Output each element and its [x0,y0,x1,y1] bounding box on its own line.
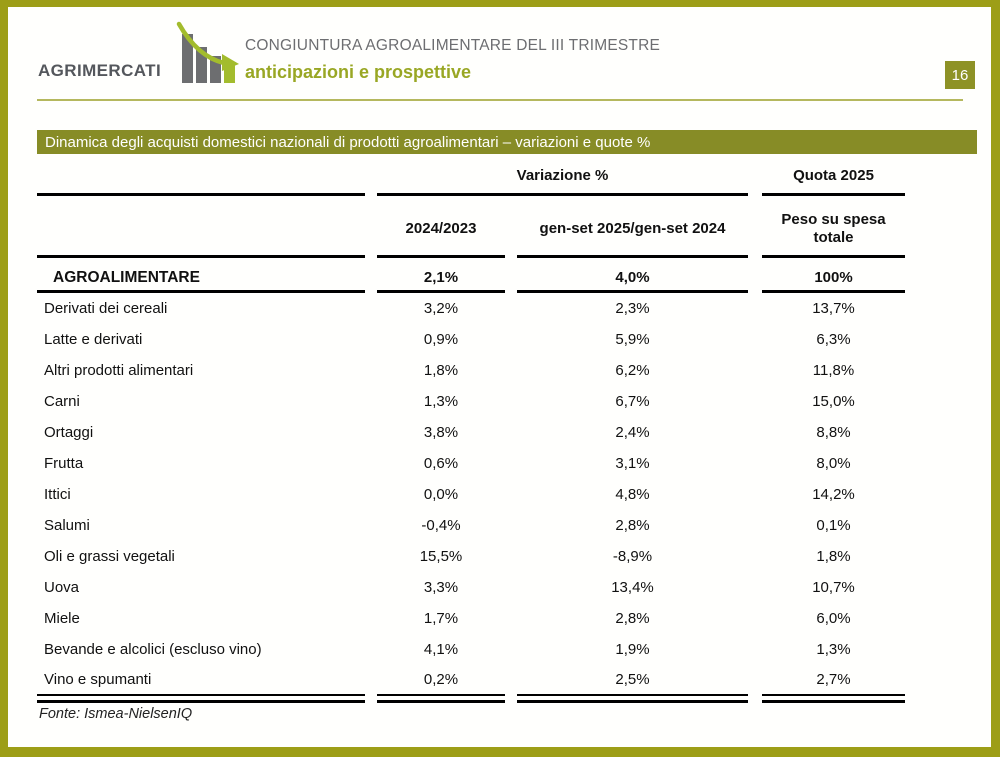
row-value-gen-set: 5,9% [615,330,650,348]
row-value-gen-set: -8,9% [612,547,653,565]
row-label: Latte e derivati [44,330,143,348]
table-bottom-rule [37,700,365,703]
row-label: Vino e spumanti [37,665,365,696]
document-subtitle: anticipazioni e prospettive [245,62,472,82]
row-value-quota: 10,7% [812,578,855,596]
row-label: Ortaggi [44,423,94,441]
row-value-2024-2023: 0,6% [423,454,459,472]
row-value-gen-set: 6,7% [615,392,650,410]
brand-wordmark: AGRIMERCATI [38,61,162,80]
table-bottom-rule [762,700,905,703]
row-value-2024-2023: 4,1% [423,640,459,658]
row-value-quota: 0,1% [816,516,851,534]
row-value-2024-2023: 0,2% [377,665,505,696]
row-value-quota: 8,8% [816,423,851,441]
row-value-gen-set: 2,5% [517,665,748,696]
row-value-gen-set: 4,8% [615,485,650,503]
row-value-quota: 6,3% [816,330,851,348]
row-label: Uova [44,578,80,596]
row-value-gen-set: 6,2% [615,361,650,379]
total-row-value-quota: 100% [762,258,905,293]
row-value-2024-2023: 1,3% [423,392,459,410]
row-value-quota: 8,0% [816,454,851,472]
row-value-quota: 15,0% [812,392,855,410]
row-value-quota: 6,0% [816,609,851,627]
row-value-2024-2023: 15,5% [419,547,463,565]
col-header-gen-set: gen-set 2025/gen-set 2024 [517,196,748,258]
source-note: Fonte: Ismea-NielsenIQ [39,706,193,722]
row-value-gen-set: 2,8% [615,516,650,534]
row-value-2024-2023: 3,8% [423,423,459,441]
page-number-badge: 16 [945,61,975,89]
row-value-quota: 2,7% [762,665,905,696]
row-value-quota: 1,8% [816,547,851,565]
row-label: Altri prodotti alimentari [44,361,194,379]
row-value-quota: 13,7% [812,299,855,317]
row-label: Frutta [44,454,84,472]
table-bottom-rule [377,700,505,703]
row-value-2024-2023: 0,0% [423,485,459,503]
row-value-gen-set: 2,3% [615,299,650,317]
row-label: Ittici [44,485,71,503]
row-value-2024-2023: 3,2% [423,299,459,317]
row-label: Carni [44,392,80,410]
document-title: CONGIUNTURA AGROALIMENTARE DEL III TRIMESTRE [245,37,661,54]
row-value-2024-2023: -0,4% [421,516,461,534]
row-value-2024-2023: 0,9% [423,330,459,348]
row-value-2024-2023: 1,7% [423,609,459,627]
total-row-value-gen-set: 4,0% [517,258,748,293]
table-bottom-rule [517,700,748,703]
row-value-quota: 14,2% [812,485,855,503]
row-label: Oli e grassi vegetali [44,547,175,565]
row-value-gen-set: 2,8% [615,609,650,627]
group-header-quota: Quota 2025 [762,154,905,196]
section-title-bar: Dinamica degli acquisti domestici nazionali di prodotti agroalimentari – variazioni e quote % [37,130,977,154]
row-label: Salumi [44,516,90,534]
row-value-gen-set: 1,9% [615,640,650,658]
row-label: Derivati dei cereali [44,299,168,317]
row-value-gen-set: 13,4% [611,578,654,596]
row-value-2024-2023: 3,3% [423,578,459,596]
header-divider [37,99,963,101]
downward-trend-arrow-icon [172,17,248,85]
group-header-spacer [37,154,365,196]
total-row-label: AGROALIMENTARE [37,258,365,293]
descending-bar-chart-icon [172,17,248,85]
row-label: Miele [44,609,80,627]
group-header-variazione: Variazione % [377,154,748,196]
col-header-peso-spesa: Peso su spesa totale [762,196,905,258]
data-table [37,154,905,720]
total-row-value-2024-2023: 2,1% [377,258,505,293]
col-header-2024-2023: 2024/2023 [377,196,505,258]
row-value-quota: 1,3% [816,640,851,658]
row-value-2024-2023: 1,8% [423,361,459,379]
row-value-gen-set: 2,4% [615,423,650,441]
row-value-gen-set: 3,1% [615,454,650,472]
col-header-spacer [37,196,365,258]
row-label: Bevande e alcolici (escluso vino) [44,640,262,658]
row-value-quota: 11,8% [812,361,855,379]
